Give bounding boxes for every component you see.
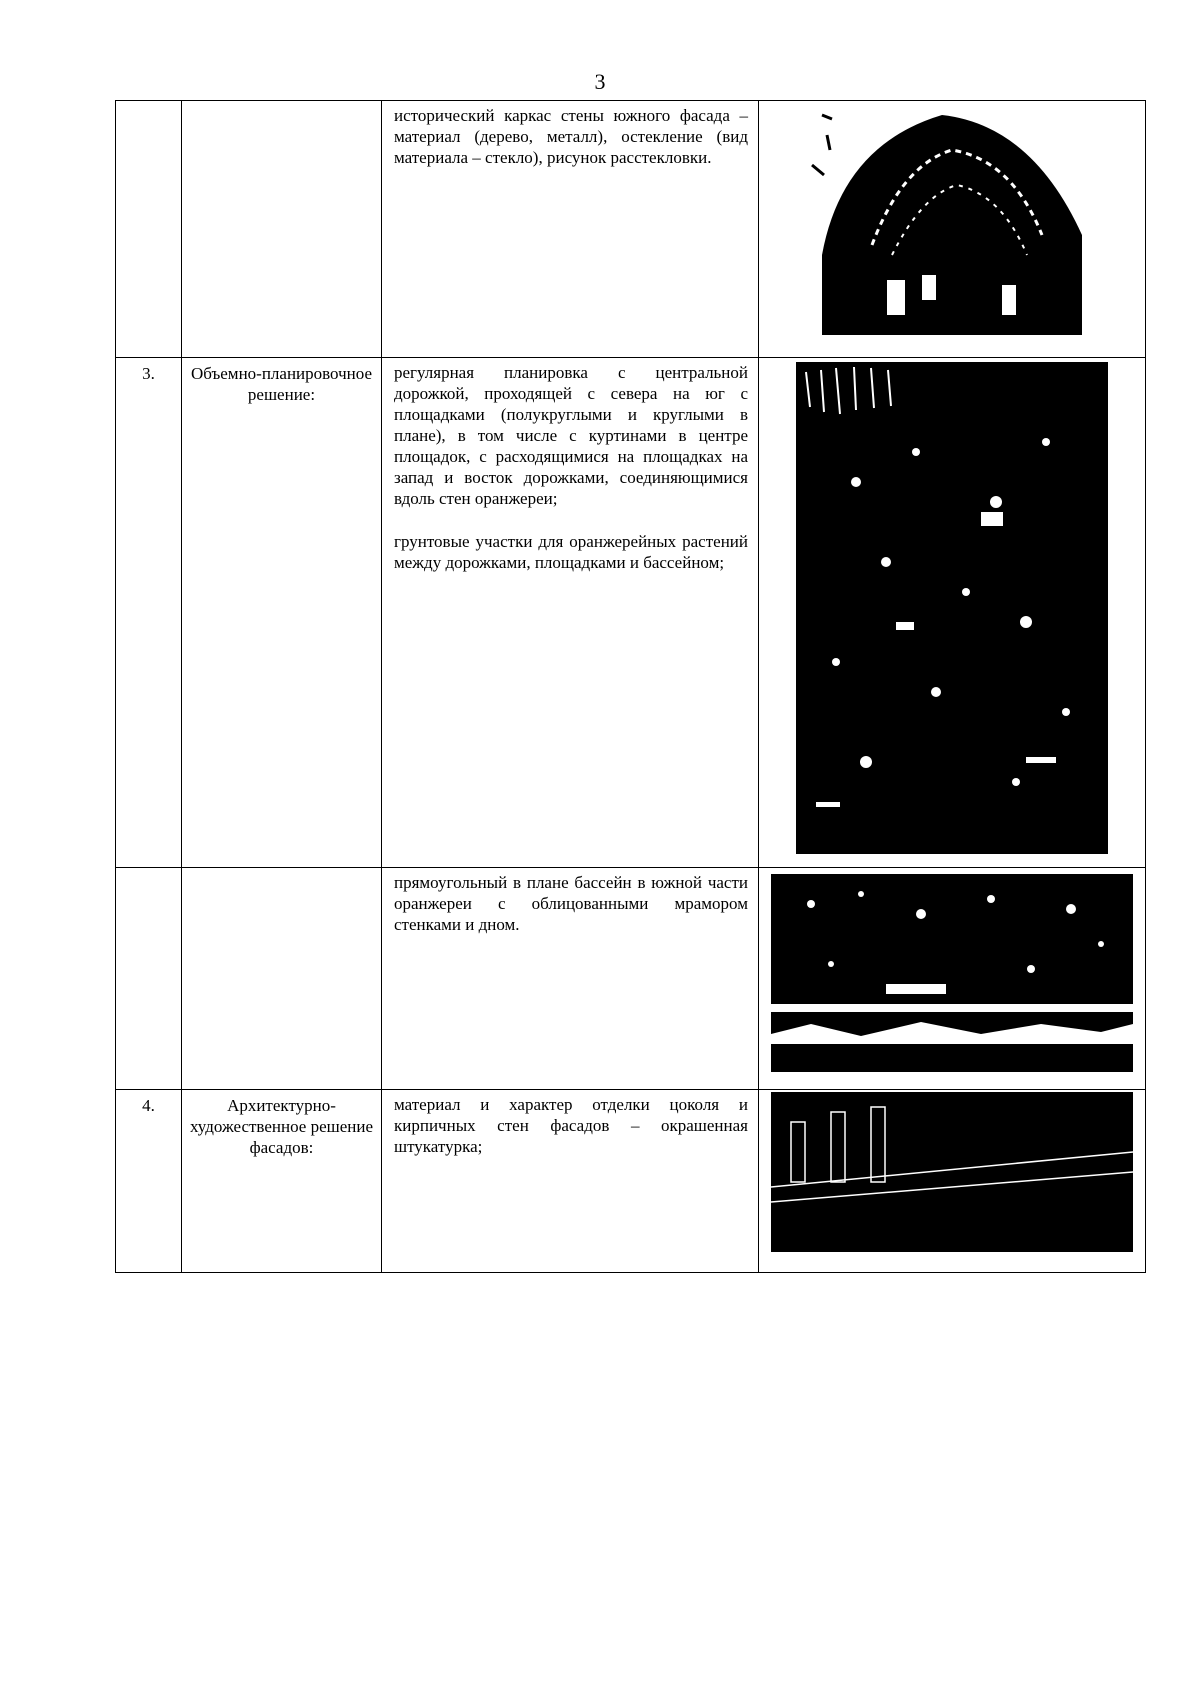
photo-cell [759, 1090, 1146, 1273]
row-number: 4. [116, 1090, 182, 1273]
section-title: Архитектурно-художественное решение фасадов: [182, 1090, 382, 1273]
description-text: материал и характер отделки цоколя и кирпичных стен фасадов – окрашенная штукатурка; [394, 1095, 748, 1156]
greenhouse-interior-photo [796, 362, 1108, 854]
description-text: регулярная планировка с центральной дорожкой, проходящей с севера на юг с площадками (полукруглыми и круглыми в плане), в том числе с куртинами в центре площадок, с расходящимися на площадках на запад и восток дорожками, соединяющимися вдоль стен оранжереи; [394, 363, 748, 508]
row-number [116, 101, 182, 358]
description-text-2: грунтовые участки для оранжерейных растений между дорожками, площадками и бассейном; [394, 532, 748, 572]
row-number [116, 868, 182, 1090]
section-title [182, 101, 382, 358]
facade-photo [771, 1092, 1133, 1252]
description-text: прямоугольный в плане бассейн в южной части оранжереи с облицованными мрамором стенками и дном. [394, 873, 748, 934]
pool-photo [771, 874, 1133, 1072]
table-row [116, 868, 1146, 1090]
table-row [116, 101, 1146, 358]
photo-cell [759, 101, 1146, 358]
row-description [382, 1090, 759, 1273]
greenhouse-arch-photo [802, 105, 1102, 335]
row-description [382, 358, 759, 868]
photo-cell [759, 868, 1146, 1090]
photo-cell [759, 358, 1146, 868]
table-row [116, 358, 1146, 868]
row-number: 3. [116, 358, 182, 868]
row-description [382, 868, 759, 1090]
description-text: исторический каркас стены южного фасада – материал (дерево, металл), остекление (вид материала – стекло), рисунок расстекловки. [394, 106, 748, 167]
monument-subject-table [115, 100, 1146, 1273]
section-title [182, 868, 382, 1090]
section-title: Объемно-планировочное решение: [182, 358, 382, 868]
table-row [116, 1090, 1146, 1273]
page-number: 3 [594, 69, 606, 94]
row-description [382, 101, 759, 358]
